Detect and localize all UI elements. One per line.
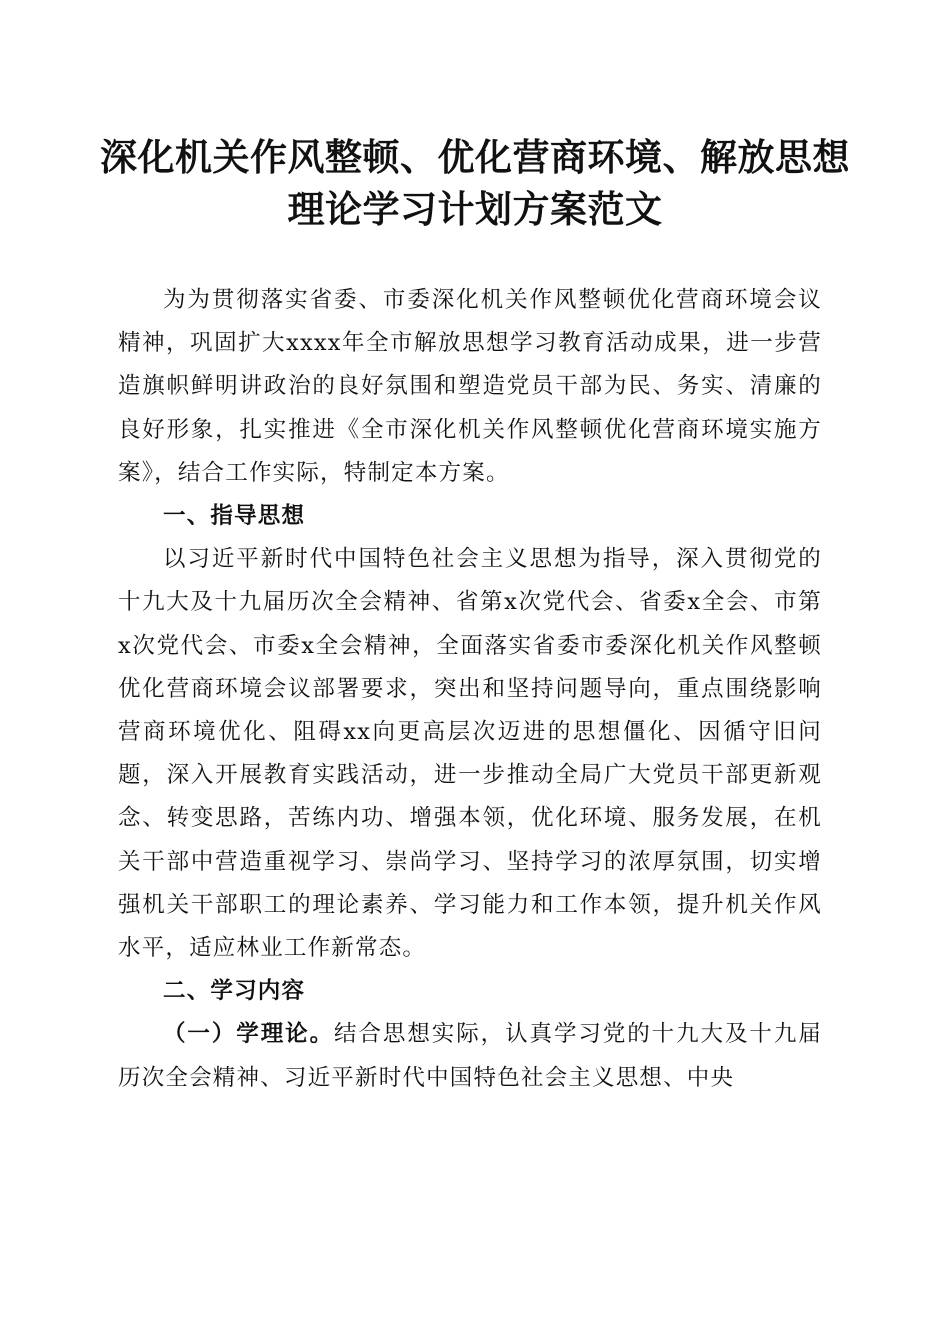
document-body (118, 279, 822, 1100)
study-item-theory-lead: （一）学理论。 (163, 1021, 335, 1048)
section-heading-guiding-thought: 一、指导思想 (163, 503, 306, 530)
title-line-1: 深化机关作风整顿、优化营商环境、解放思想 (100, 136, 850, 179)
intro-paragraph: 为为贯彻落实省委、市委深化机关作风整顿优化营商环境会议精神，巩固扩大xxxx年全市解放思想学习教育活动成果，进一步营造旗帜鲜明讲政治的良好氛围和塑造党员干部为民、务实、清廉的良好形象，扎实推进《全市深化机关作风整顿优化营商环境实施方案》，结合工作实际，特制定本方案。 (118, 287, 822, 486)
title-line-2: 理论学习计划方案范文 (287, 188, 663, 231)
section-heading-study-content: 二、学习内容 (163, 978, 306, 1005)
study-item-theory-text: 结合思想实际，认真学习党的十九大及十九届历次全会精神、习近平新时代中国特色社会主义思想、中央 (118, 1021, 822, 1091)
guiding-thought-paragraph: 以习近平新时代中国特色社会主义思想为指导，深入贯彻党的十九大及十九届历次全会精神、省第x次党代会、省委x全会、市第x次党代会、市委x全会精神，全面落实省委市委深化机关作风整顿优化营商环境会议部署要求，突出和坚持问题导向，重点围绕影响营商环境优化、阻碍xx向更高层次迈进的思想僵化、因循守旧问题，深入开展教育实践活动，进一步推动全局广大党员干部更新观念、转变思路，苦练内功、增强本领，优化环境、服务发展，在机关干部中营造重视学习、崇尚学习、坚持学习的浓厚氛围，切实增强机关干部职工的理论素养、学习能力和工作本领，提升机关作风水平，适应林业工作新常态。 (118, 546, 822, 962)
document-title (100, 132, 850, 236)
study-item-theory (118, 1013, 822, 1099)
